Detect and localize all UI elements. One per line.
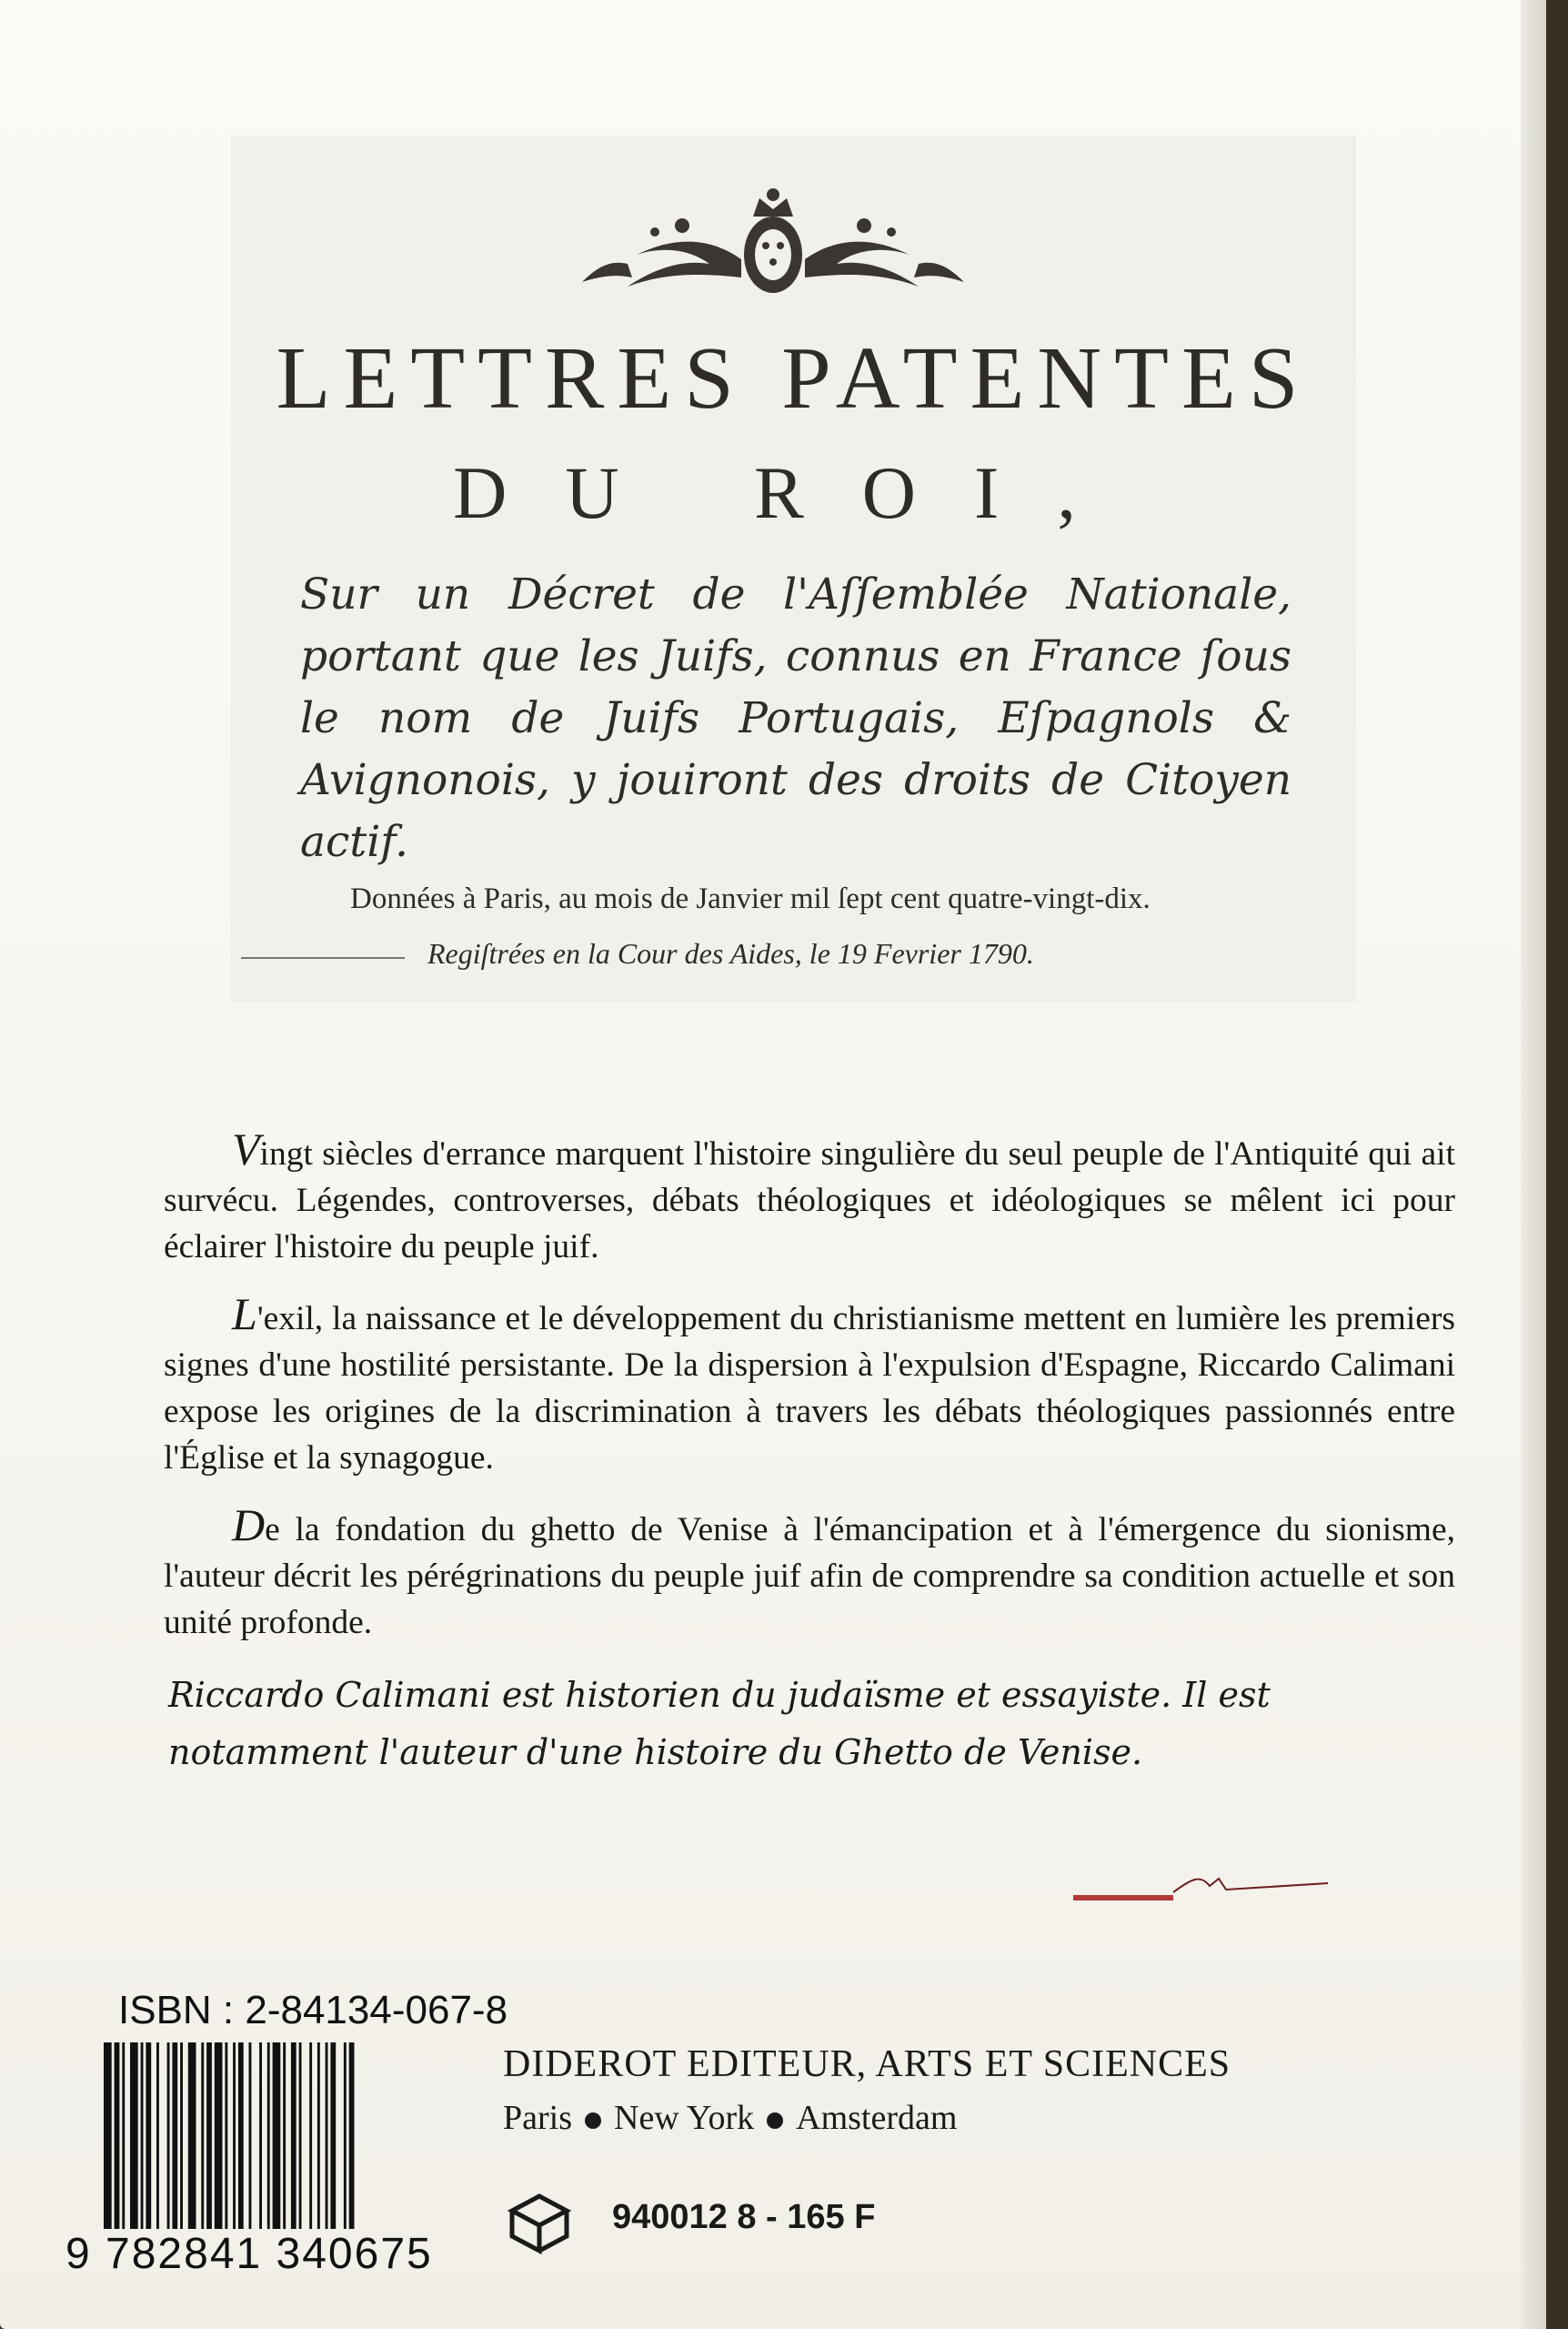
city-label: New York	[614, 2099, 755, 2137]
barcode-bar	[344, 2042, 347, 2229]
drop-cap: V	[232, 1124, 260, 1175]
blurb-text: 'exil, la naissance et le développement du christianisme mettent en lumière les premiers signes d'une hostilité persistante. De la dispersion à l'expulsion d'Espagne, Riccardo Calimani expose les origines de la discrimination à travers les débats théologiques passionnés entre l'Église et la synagogue.	[164, 1300, 1455, 1477]
bullet-icon	[585, 2112, 601, 2129]
publisher-cities	[503, 2098, 957, 2138]
isbn-label: ISBN : 2-84134-067-8	[118, 1988, 508, 2032]
author-note: Riccardo Calimani est historien du judaïsme et essayiste. Il est notamment l'auteur d'une histoire du Ghetto de Venise.	[168, 1675, 1271, 1772]
cover-edge	[1521, 0, 1546, 2329]
drop-cap: L	[232, 1288, 257, 1339]
barcode-bar	[130, 2042, 138, 2229]
barcode-bar	[115, 2042, 120, 2229]
signature-mark	[1064, 1851, 1337, 1915]
barcode-bar	[283, 2042, 286, 2229]
decree-rule	[241, 957, 405, 959]
barcode-bar	[291, 2042, 297, 2229]
royal-crest-icon	[573, 173, 973, 309]
book-blurb	[164, 1126, 1455, 1667]
city-label: Paris	[503, 2099, 572, 2137]
barcode-bar	[267, 2042, 270, 2229]
barcode-digits: 9 782841 340675	[65, 2230, 433, 2278]
barcode-bar	[273, 2042, 281, 2229]
barcode-bar	[167, 2042, 170, 2229]
barcode-bar	[299, 2042, 302, 2229]
barcode-bar	[330, 2042, 336, 2229]
blurb-paragraph-3	[164, 1499, 1455, 1646]
barcode-bar	[317, 2042, 320, 2229]
barcode	[100, 2042, 464, 2238]
barcode-bar	[156, 2042, 159, 2229]
barcode-bar	[146, 2042, 151, 2229]
barcode-bar	[206, 2042, 212, 2229]
blurb-paragraph-1	[164, 1126, 1455, 1270]
decree-registration: Regiſtrées en la Cour des Aides, le 19 Fevrier 1790.	[427, 937, 1034, 970]
decree-subtitle: DU ROI,	[453, 451, 1134, 534]
decree-title: LETTRES PATENTES	[276, 329, 1312, 428]
barcode-bar	[238, 2042, 244, 2229]
decree-body: Sur un Décret de l'Aſſemblée Nationale, portant que les Juifs, connus en France ſous le nom de Juifs Portugais, Eſpagnols & Avignonois, y jouiront des droits de Citoyen actif.	[300, 570, 1292, 867]
drop-cap: D	[232, 1499, 266, 1550]
barcode-bar	[215, 2042, 223, 2229]
barcode-bar	[141, 2042, 144, 2229]
bullet-icon	[767, 2112, 783, 2129]
catalog-price: 940012 8 - 165 F	[612, 2198, 876, 2236]
city-label: Amsterdam	[796, 2099, 958, 2137]
barcode-bar	[233, 2042, 236, 2229]
barcode-bar	[225, 2042, 227, 2229]
barcode-bar	[309, 2042, 312, 2229]
blurb-text: e la fondation du ghetto de Venise à l'émancipation et à l'émergence du sionisme, l'auteur décrit les pérégrinations du peuple juif afin de comprendre sa condition actuelle et son unité profonde.	[164, 1511, 1455, 1641]
decree-date: Données à Paris, au mois de Janvier mil ſept cent quatre-vingt-dix.	[350, 882, 1151, 915]
barcode-bar	[201, 2042, 204, 2229]
barcode-bar	[122, 2042, 125, 2229]
publisher-name: DIDEROT EDITEUR, ARTS ET SCIENCES	[503, 2043, 1231, 2085]
barcode-bar	[349, 2042, 355, 2229]
barcode-bar	[249, 2042, 252, 2229]
barcode-bar	[259, 2042, 262, 2229]
barcode-bar	[104, 2042, 112, 2229]
barcode-bar	[172, 2042, 177, 2229]
barcode-bar	[326, 2042, 328, 2229]
blurb-paragraph-2	[164, 1288, 1455, 1481]
barcode-bar	[188, 2042, 196, 2229]
decree-facsimile	[232, 136, 1355, 1001]
publisher-logo-icon	[503, 2191, 576, 2254]
barcode-bar	[180, 2042, 183, 2229]
blurb-text: ingt siècles d'errance marquent l'histoire singulière du seul peuple de l'Antiquité qui ait survécu. Légendes, controverses, débats théologiques et idéologiques se mêlent ici pour éclairer l'histoire du peuple juif.	[164, 1135, 1455, 1265]
